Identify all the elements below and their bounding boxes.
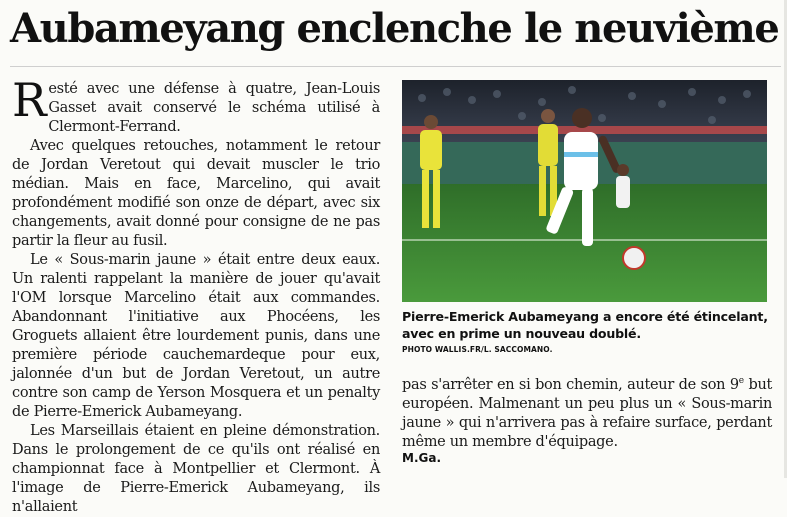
drop-cap: R (12, 73, 47, 127)
headline: Aubameyang enclenche le neuvième (10, 5, 779, 52)
article-continuation (402, 376, 772, 452)
player-right-om (616, 164, 630, 208)
ball (623, 247, 645, 269)
match-photo-illustration (402, 80, 767, 302)
author-signature: M.Ga. (402, 451, 442, 465)
continuation-text-1: pas s'arrêter en si bon chemin, auteur de son 9 (402, 377, 739, 393)
match-photo (402, 80, 767, 302)
photo-caption: Pierre-Emerick Aubameyang a encore été étincelant, avec en prime un nouveau doublé. (402, 309, 768, 341)
paragraph-continuation (402, 376, 772, 452)
article-body (12, 73, 380, 517)
paragraph-2: Avec quelques retouches, notamment le retour de Jordan Veretout qui devait muscler le trio médian. Mais en face, Marcelino, qui avait profondément modifié son onze de départ, avec six changements, avait donné pour consigne de ne pas partir la fleur au fusil. (12, 138, 380, 249)
ordinal-superscript: e (738, 376, 744, 387)
paragraph-1-text: esté avec une défense à quatre, Jean-Louis Gasset avait conservé le schéma utilisé à Clermont-Ferrand. (48, 81, 380, 135)
photo-credit: PHOTO WALLIS.FR/L. SACCOMANO. (402, 345, 553, 354)
paragraph-1 (12, 73, 380, 137)
continuation-text-2: but européen. Malmenant un peu plus un « Sous-marin jaune » qui n'arrivera pas à refaire surface, perdant même un membre d'équipage. (402, 377, 773, 450)
headline-rule (10, 66, 781, 67)
paragraph-4: Les Marseillais étaient en pleine démonstration. Dans le prolongement de ce qu'ils ont réalisé en championnat face à Montpellier et Clermont. À l'image de Pierre-Emerick Aubameyang, ils n'allaient (12, 423, 380, 515)
paragraph-3: Le « Sous-marin jaune » était entre deux eaux. Un ralenti rappelant la manière de jouer qu'avait l'OM lorsque Marcelino était aux commandes. Abandonnant l'initiative aux Phocéens, les Groguets allaient être lourdement punis, dans une première période cauchemardeque pour eux, jalonnée d'un but de Jordan Veretout, un autre contre son camp de Yerson Mosquera et un penalty de Pierre-Emerick Aubameyang. (12, 252, 380, 420)
